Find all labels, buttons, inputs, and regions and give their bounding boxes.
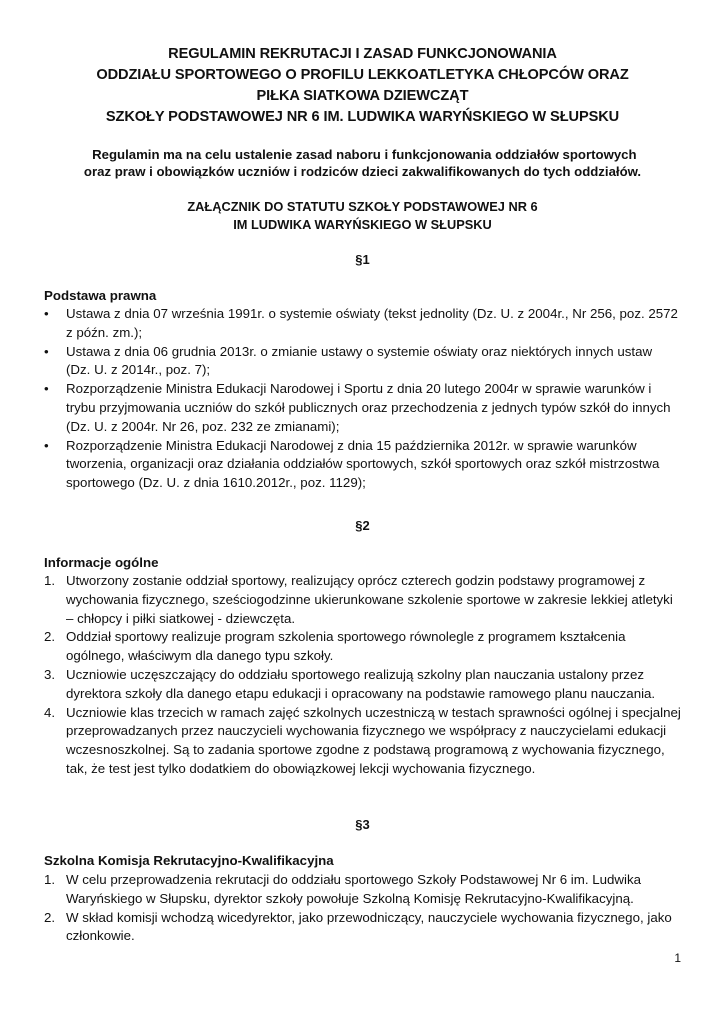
bullet-marker: • <box>44 437 49 453</box>
list-item <box>44 305 694 343</box>
list-item-line: (Dz. U. z 2014r., poz. 7); <box>66 362 211 378</box>
list-item-line: tworzenia, organizacji oraz działania oddziałów sportowych, szkół sportowych oraz szkół mistrzostwa <box>66 456 660 472</box>
list-item <box>44 343 694 381</box>
list-item-line: członkowie. <box>66 928 135 944</box>
list-item-line: W celu przeprowadzenia rekrutacji do oddziału sportowego Szkoły Podstawowej Nr 6 im. Ludwika <box>66 872 641 887</box>
list-item-line: – chłopcy i piłki siatkowej - dziewczęta. <box>66 610 296 626</box>
list-item-line: wczesnoszkolnej. Są to zadania sportowe zgodne z podstawą programową z wychowania fizycznego, <box>66 742 665 758</box>
list-item-line: Uczniowie klas trzecich w ramach zajęć szkolnych uczestniczą w testach sprawności ogólnej i specjalnej <box>66 704 681 720</box>
list-item-line: przeprowadzanych przez nauczycieli wychowania fizycznego we współpracy z nauczycielami edukacji <box>66 723 667 739</box>
list-item-line: wychowania fizycznego, sześciogodzinne ukierunkowane szkolenie sportowe w zakresie lekkiej atletyki <box>66 591 673 607</box>
list-item-line: dyrektora szkoły dla danego etapu edukacji i opracowany na podstawie ramowego planu nauczania. <box>66 685 656 701</box>
list-item-line: Waryńskiego w Słupsku, dyrektor szkoły powołuje Szkolną Komisję Rekrutacyjno-Kwalifikacyjną. <box>66 890 634 906</box>
list-item <box>44 666 694 704</box>
list-item-line: Rozporządzenie Ministra Edukacji Narodowej i Sportu z dnia 20 lutego 2004r w sprawie warunków i <box>66 381 652 397</box>
section-1-list <box>44 305 694 493</box>
number-marker: 1. <box>44 573 56 588</box>
document-title <box>0 44 725 128</box>
list-item <box>44 909 694 947</box>
list-item-line: tak, że test jest tylko dodatkiem do obowiązkowej lekcji wychowania fizycznego. <box>66 760 536 776</box>
title-line-3: PIŁKA SIATKOWA DZIEWCZĄT <box>256 88 469 104</box>
section-3-list <box>44 871 694 946</box>
number-marker: 1. <box>44 872 56 887</box>
section-2-mark: §2 <box>355 518 370 533</box>
attachment-heading <box>0 198 725 234</box>
list-item-line: sportowego (Dz. U. z dnia 1610.2012r., poz. 1129); <box>66 475 366 491</box>
list-item <box>44 704 694 779</box>
intro-paragraph <box>0 146 725 180</box>
intro-line-2: oraz praw i obowiązków uczniów i rodziców dzieci zakwalifikowanych do tych oddziałów. <box>83 164 642 179</box>
list-item <box>44 871 694 909</box>
list-item-line: trybu przyjmowania uczniów do szkół publicznych oraz przechodzenia z jednych typów szkół do innych <box>66 399 671 415</box>
title-line-2: ODDZIAŁU SPORTOWEGO O PROFILU LEKKOATLETYKA CHŁOPCÓW ORAZ <box>96 67 629 83</box>
intro-line-1: Regulamin ma na celu ustalenie zasad naboru i funkcjonowania oddziałów sportowych <box>88 147 637 162</box>
list-item-line: Oddział sportowy realizuje program szkolenia sportowego równolegle z programem kształcenia <box>66 629 626 645</box>
list-item <box>44 437 694 493</box>
number-marker: 2. <box>44 629 56 645</box>
list-item-line: Rozporządzenie Ministra Edukacji Narodowej z dnia 15 października 2012r. w sprawie warunków <box>66 437 637 453</box>
list-item-line: (Dz. U. z 2004r. Nr 26, poz. 232 ze zmianami); <box>66 418 340 434</box>
list-item-line: Utworzony zostanie oddział sportowy, realizujący oprócz czterech godzin podstawy programowej z <box>66 573 646 588</box>
number-marker: 4. <box>44 704 56 720</box>
number-marker: 2. <box>44 909 56 925</box>
list-item <box>44 572 694 628</box>
list-item-line: Ustawa z dnia 07 września 1991r. o systemie oświaty (tekst jednolity (Dz. U. z 2004r., Nr 256, poz. 2572 <box>66 306 678 321</box>
section-1-mark: §1 <box>355 252 370 267</box>
section-2-list <box>44 572 694 779</box>
number-marker: 3. <box>44 666 56 682</box>
title-line-1: REGULAMIN REKRUTACJI I ZASAD FUNKCJONOWANIA <box>168 46 557 62</box>
list-item-line: ogólnego, właściwym dla danego typu szkoły. <box>66 648 334 664</box>
bullet-marker: • <box>44 343 49 359</box>
bullet-marker: • <box>44 381 49 397</box>
section-3-heading: Szkolna Komisja Rekrutacyjno-Kwalifikacyjna <box>44 853 334 868</box>
list-item-line: W skład komisji wchodzą wicedyrektor, jako przewodniczący, nauczyciele wychowania fizycznego, jako <box>66 909 672 925</box>
list-item-line: Ustawa z dnia 06 grudnia 2013r. o zmianie ustawy o systemie oświaty oraz niektórych innych ustaw <box>66 343 653 359</box>
attachment-line-1: ZAŁĄCZNIK DO STATUTU SZKOŁY PODSTAWOWEJ NR 6 <box>187 199 538 214</box>
attachment-line-2: IM LUDWIKA WARYŃSKIEGO W SŁUPSKU <box>233 217 492 232</box>
section-3-mark: §3 <box>355 817 370 832</box>
section-2-heading: Informacje ogólne <box>44 555 159 570</box>
page-number: 1 <box>674 951 681 965</box>
section-1-heading: Podstawa prawna <box>44 288 157 303</box>
list-item <box>44 380 694 436</box>
title-line-4: SZKOŁY PODSTAWOWEJ NR 6 IM. LUDWIKA WARYŃSKIEGO W SŁUPSKU <box>105 109 620 125</box>
bullet-marker: • <box>44 306 49 321</box>
list-item-line: Uczniowie uczęszczający do oddziału sportowego realizują szkolny plan nauczania ustalony przez <box>66 666 644 682</box>
list-item <box>44 628 694 666</box>
list-item-line: z późn. zm.); <box>66 324 143 340</box>
